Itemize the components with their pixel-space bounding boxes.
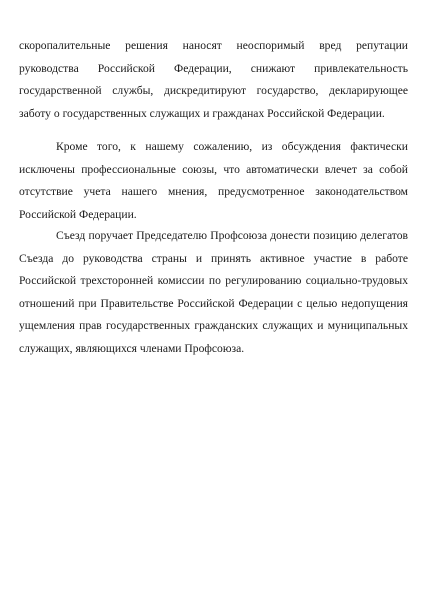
paragraph-continuation: скоропалительные решения наносят неоспоримый вред репутации руководства Российской Федерации, снижают привлекательность государственной службы, дискредитируют государство, декларирующее заботу о государственных служащих и гражданах Российской Федерации. bbox=[19, 39, 408, 120]
paragraph-congress-instruction: Съезд поручает Председателю Профсоюза донести позицию делегатов Съезда до руководства страны и принять активное участие в работе Российской трехсторонней комиссии по регулированию социально-трудовых отношений при Правительстве Российской Федерации с целью недопущения ущемления прав государственных гражданских служащих и муниципальных служащих, являющихся членами Профсоюза. bbox=[19, 229, 408, 355]
paragraph-trade-unions: Кроме того, к нашему сожалению, из обсуждения фактически исключены профессиональные союзы, что автоматически влечет за собой отсутствие учета нашего мнения, предусмотренное законодательством Российской Федерации. bbox=[19, 140, 408, 221]
